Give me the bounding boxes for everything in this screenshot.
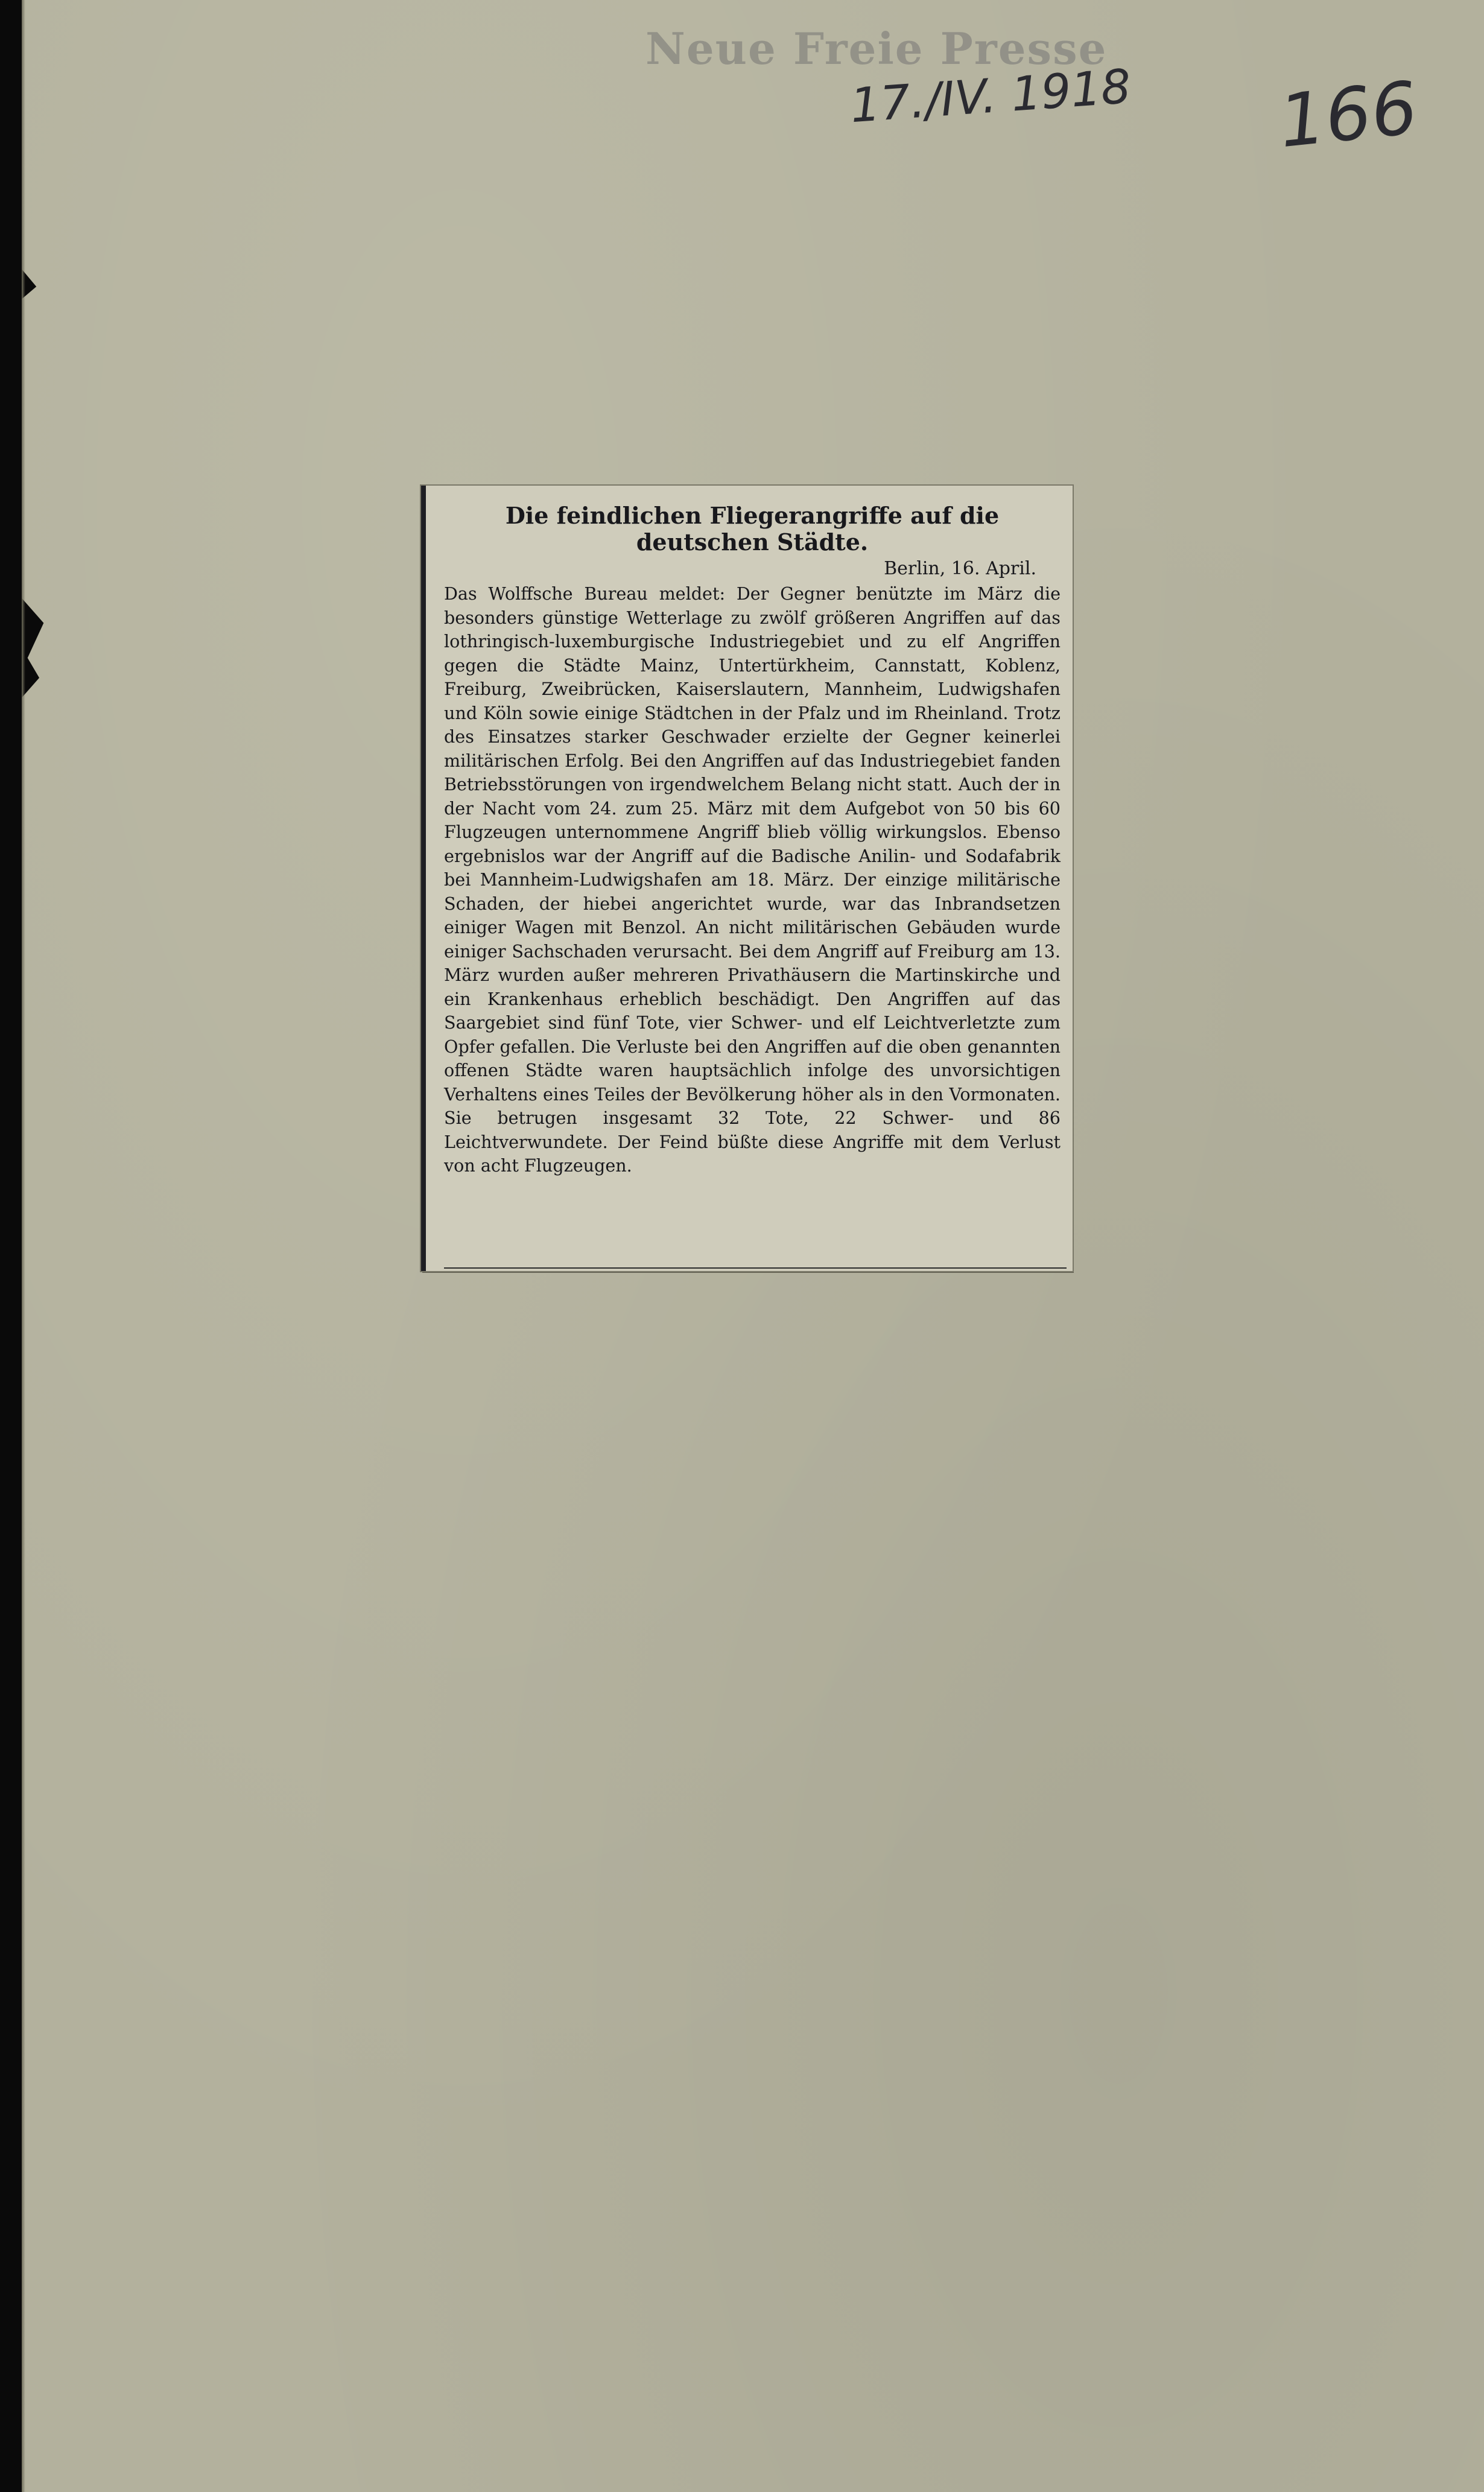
clipping-bottom-rule — [444, 1267, 1067, 1269]
newspaper-stamp: Neue Freie Presse — [645, 23, 1108, 74]
article-body: Das Wolffsche Bureau meldet: Der Gegner benützte im März die besonders günstige Wetterlage zu zwölf größeren Angriffen auf das lothringisch-luxemburgische Industriegebiet und zu elf Angriffen gegen die Städte Mainz, Untertürkheim, Cannstatt, Koblenz, Freiburg, Zweibrücken, Kaiserslautern, Mannheim, Ludwigshafen und Köln sowie einige Städtchen in der Pfalz und im Rheinland. Trotz des Einsatzes starker Geschwader erzielte der Gegner keinerlei militärischen Erfolg. Bei den Angriffen auf das Industriegebiet fanden Betriebsstörungen von irgendwelchem Belang nicht statt. Auch der in der Nacht vom 24. zum 25. März mit dem Aufgebot von 50 bis 60 Flugzeugen unternommene Angriff blieb völlig wirkungslos. Ebenso ergebnislos war der Angriff auf die Badische Anilin- und Sodafabrik bei Mannheim-Ludwigshafen am 18. März. Der einzige militärische Schaden, der hiebei angerichtet wurde, war das Inbrandsetzen einiger Wagen mit Benzol. An nicht militärischen Gebäuden wurde einiger Sachschaden verursacht. Bei dem Angriff auf Freiburg am 13. März wurden außer mehreren Privathäusern die Martinskirche und ein Krankenhaus erheblich beschädigt. Den Angriffen auf das Saargebiet sind fünf Tote, vier Schwer- und elf Leichtverletzte zum Opfer gefallen. Die Verluste bei den Angriffen auf die oben genannten offenen Städte waren hauptsächlich infolge des unvorsichtigen Verhaltens eines Teiles der Bevölkerung höher als in den Vormonaten. Sie betrugen insgesamt 32 Tote, 22 Schwer- und 86 Leichtverwundete. Der Feind büßte diese Angriffe mit dem Verlust von acht Flugzeugen. — [444, 583, 1061, 1176]
handwritten-page-number: 166 — [1275, 66, 1422, 165]
article-title: Die feindlichen Fliegerangriffe auf die deutschen Städte. — [505, 502, 1000, 556]
newspaper-clipping — [421, 486, 1073, 1271]
handwritten-date: 17./IV. 1918 — [848, 59, 1133, 134]
sheet-torn-edge — [22, 0, 25, 2492]
article-dateline: Berlin, 16. April. — [884, 558, 1036, 579]
